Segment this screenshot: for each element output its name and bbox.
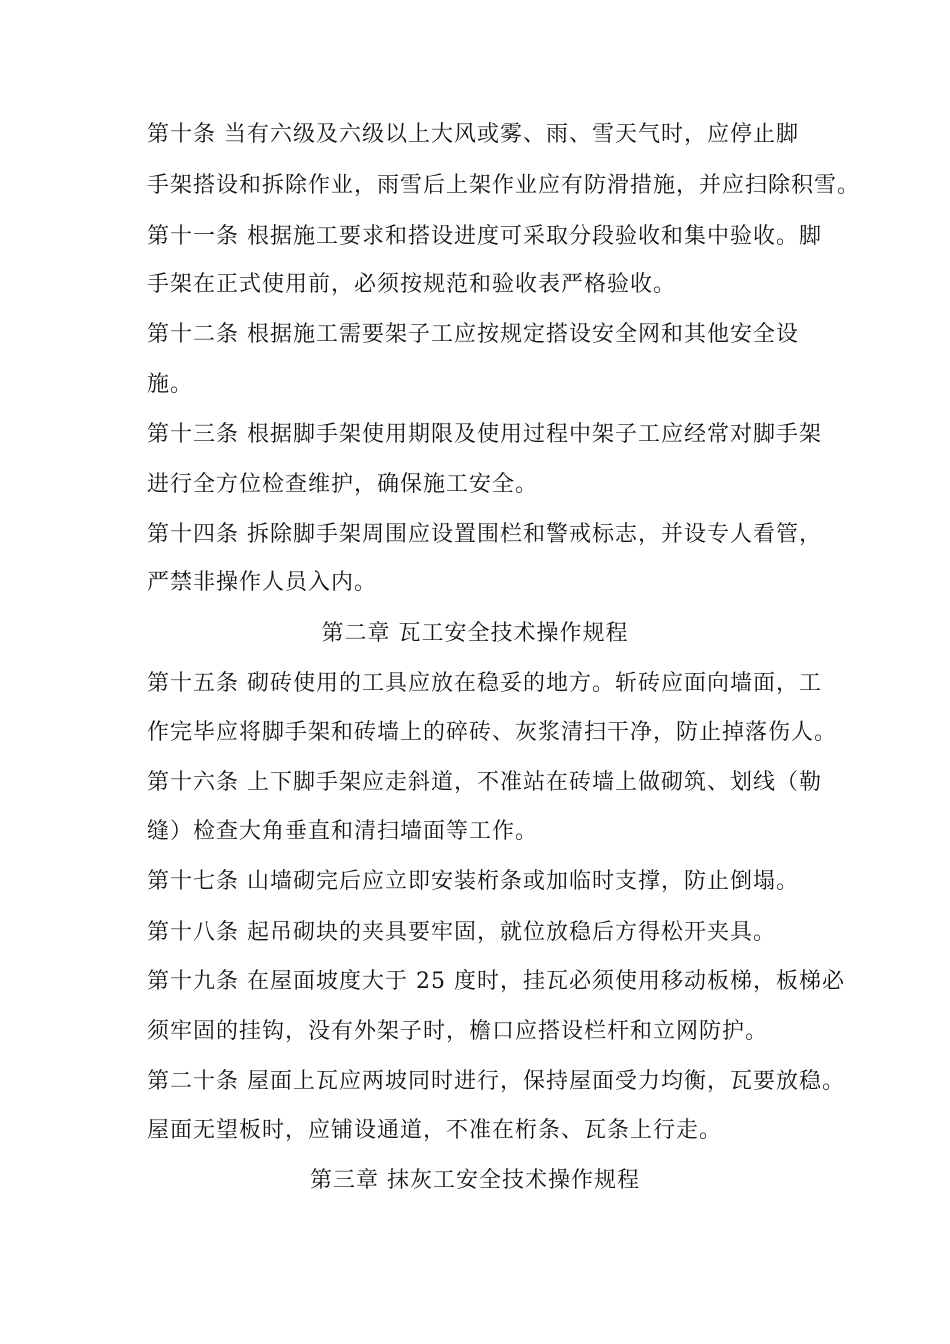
chapter-heading: 第二章 瓦工安全技术操作规程 xyxy=(321,621,629,646)
text-line: 严禁非操作人员入内。 xyxy=(147,570,378,595)
text-line: 缝）检查大角垂直和清扫墙面等工作。 xyxy=(147,819,539,844)
text-line: 第十二条 根据施工需要架子工应按规定搭设安全网和其他安全设 xyxy=(147,322,799,347)
text-line: 第十四条 拆除脚手架周围应设置围栏和警戒标志，并设专人看管， xyxy=(147,522,822,547)
text-line: 第十八条 起吊砌块的夹具要牢固，就位放稳后方得松开夹具。 xyxy=(147,920,776,945)
text-line: 第十条 当有六级及六级以上大风或雾、雨、雪天气时，应停止脚 xyxy=(147,122,799,147)
text-line: 第十九条 在屋面坡度大于 25 度时，挂瓦必须使用移动板梯，板梯必 xyxy=(147,969,845,994)
text-line: 第十六条 上下脚手架应走斜道，不准站在砖墙上做砌筑、划线（勒 xyxy=(147,770,822,795)
text-line: 手架在正式使用前，必须按规范和验收表严格验收。 xyxy=(147,272,677,297)
text-line: 手架搭设和拆除作业，雨雪后上架作业应有防滑措施，并应扫除积雪。 xyxy=(147,173,861,198)
chapter-heading: 第三章 抹灰工安全技术操作规程 xyxy=(310,1168,640,1193)
text-line: 第十七条 山墙砌完后应立即安装桁条或加临时支撑，防止倒塌。 xyxy=(147,869,799,894)
text-line: 第十三条 根据脚手架使用期限及使用过程中架子工应经常对脚手架 xyxy=(147,422,822,447)
text-line: 第十一条 根据施工要求和搭设进度可采取分段验收和集中验收。脚 xyxy=(147,224,822,249)
text-line: 第二十条 屋面上瓦应两坡同时进行，保持屋面受力均衡，瓦要放稳。 xyxy=(147,1069,845,1094)
text-line: 屋面无望板时，应铺设通道，不准在桁条、瓦条上行走。 xyxy=(147,1118,723,1143)
text-line: 第十五条 砌砖使用的工具应放在稳妥的地方。斩砖应面向墙面，工 xyxy=(147,671,822,696)
text-line: 施。 xyxy=(147,372,194,397)
text-line: 作完毕应将脚手架和砖墙上的碎砖、灰浆清扫干净，防止掉落伤人。 xyxy=(147,720,838,745)
text-line: 进行全方位检查维护，确保施工安全。 xyxy=(147,472,539,497)
text-line: 须牢固的挂钩，没有外架子时，檐口应搭设栏杆和立网防护。 xyxy=(147,1019,769,1044)
